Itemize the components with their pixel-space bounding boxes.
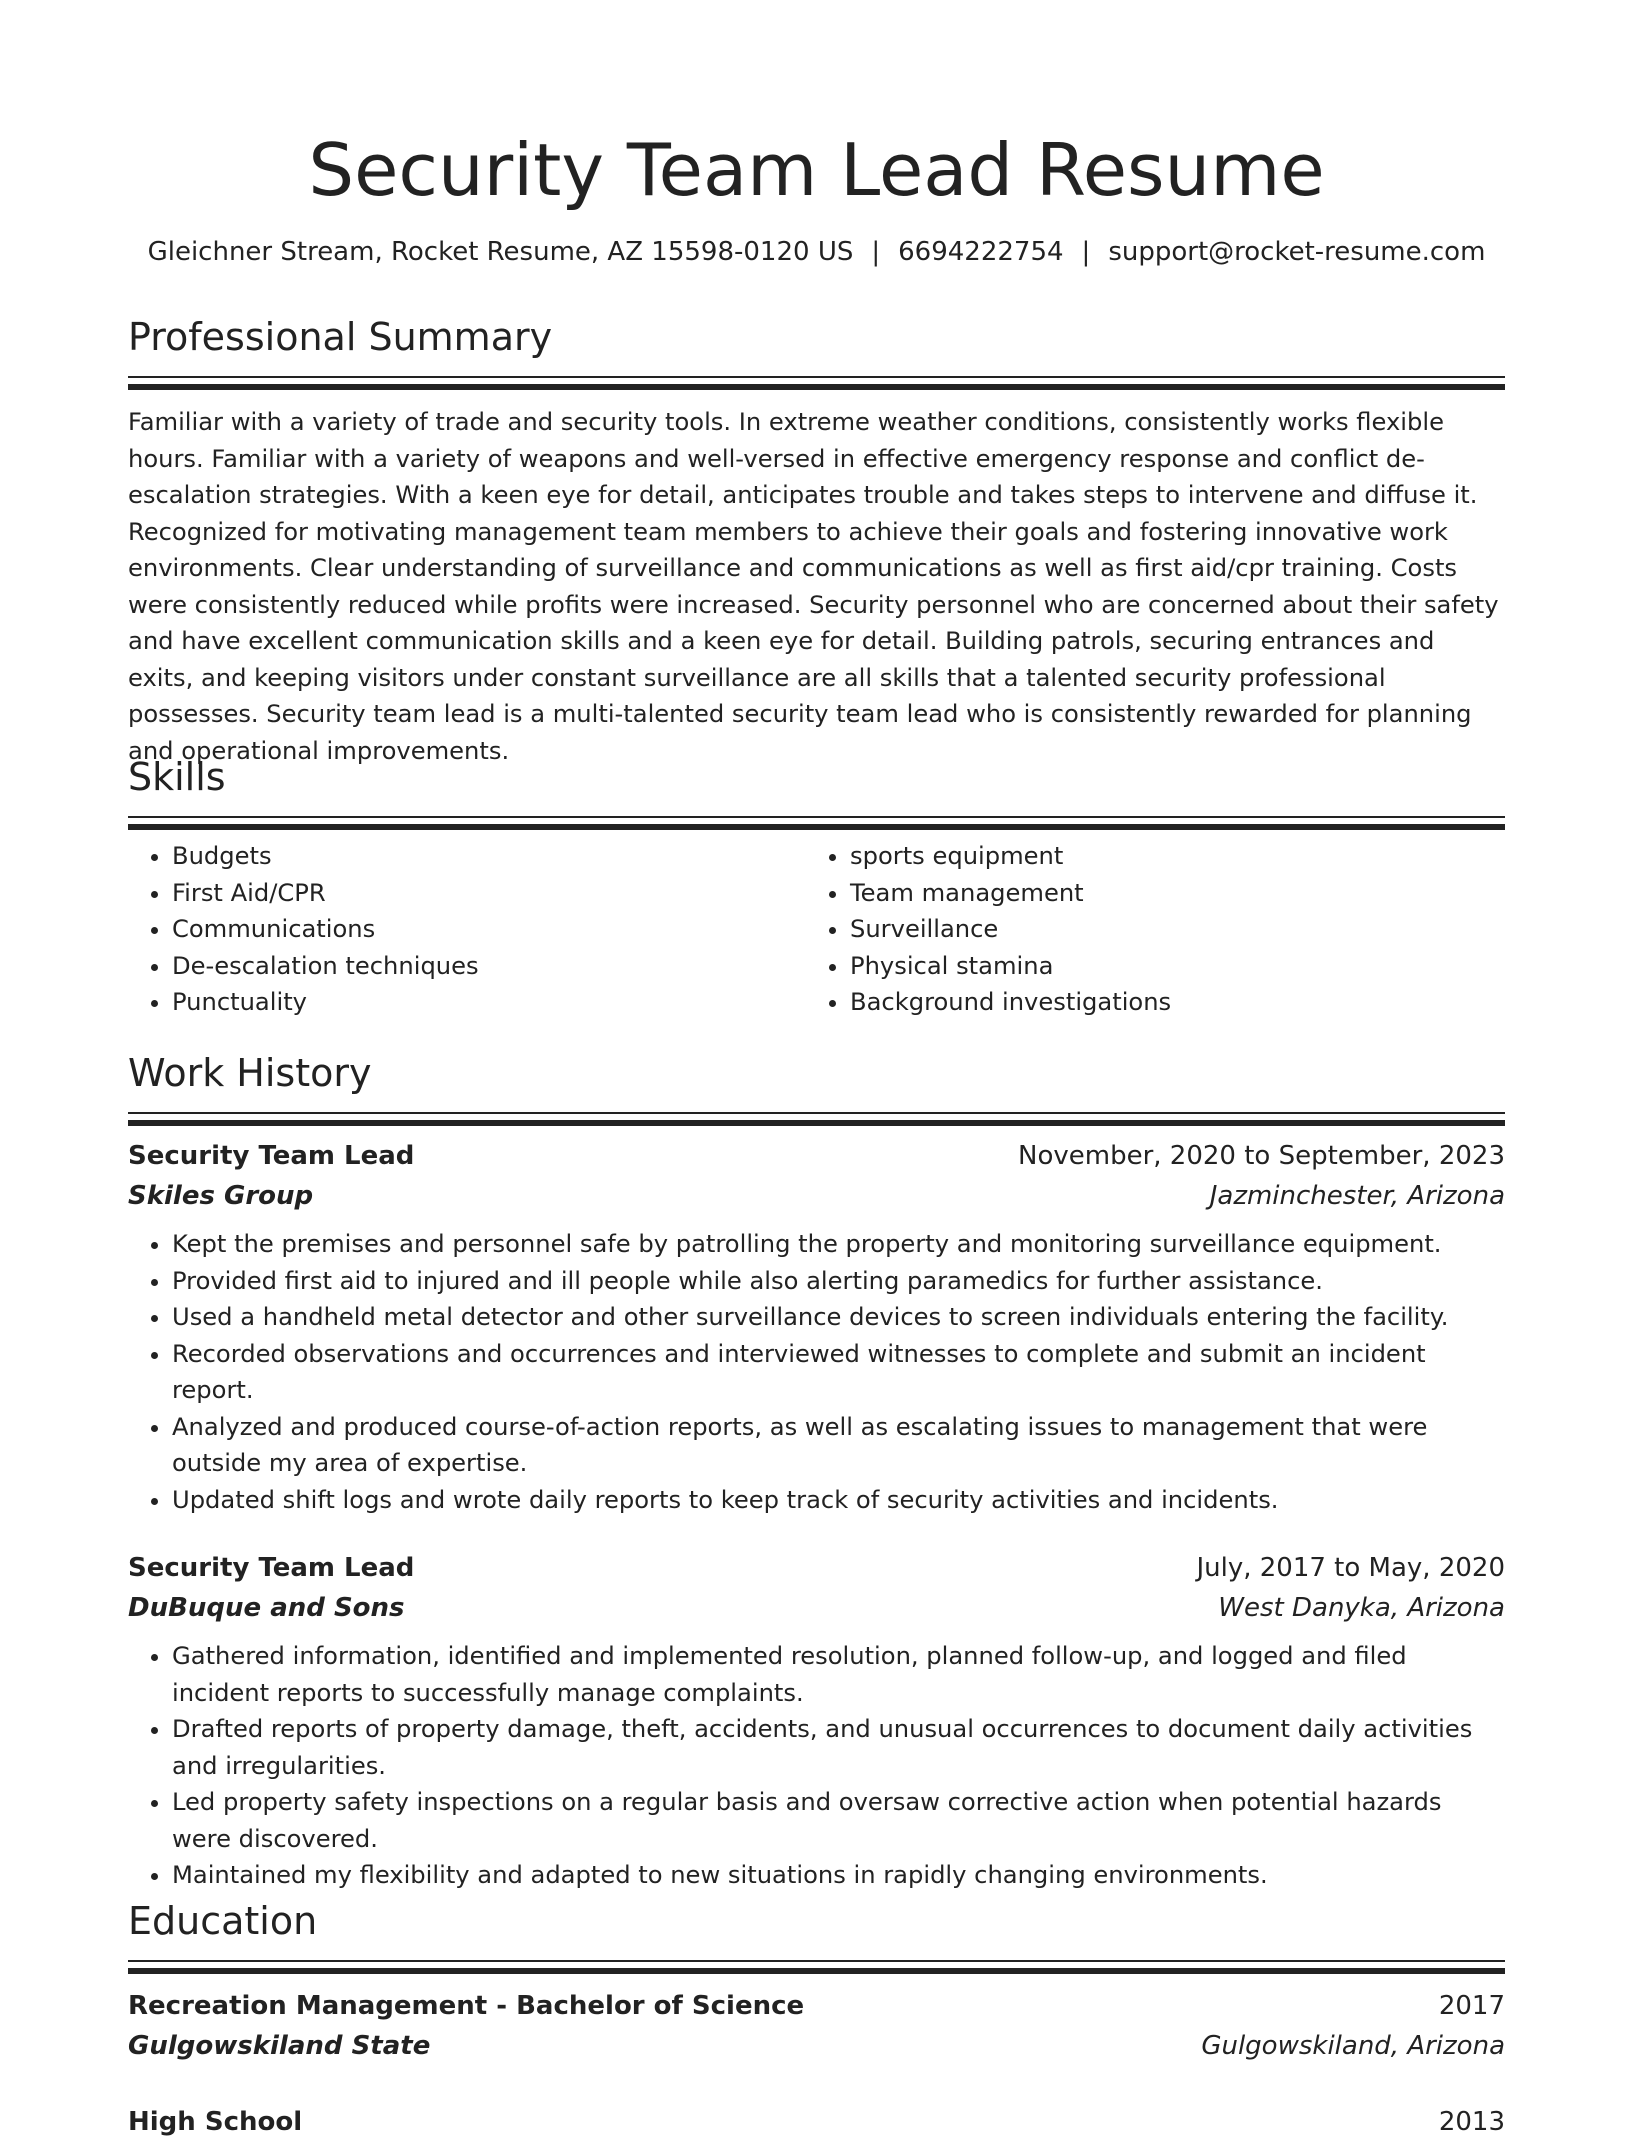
education-section [128,1896,1505,2142]
job-bullet: • Maintained my flexibility and adapted to new situations in rapidly changing environments. [172,1857,1505,1894]
education-entry [128,2102,1505,2142]
skills-section [128,752,1505,1021]
contact-email[interactable]: support@rocket-resume.com [1108,237,1486,267]
education-degree: Recreation Management - Bachelor of Science [128,1991,805,2021]
job-bullet: • Recorded observations and occurrences and interviewed witnesses to complete and submit an incident report. [172,1336,1505,1409]
section-heading-education: Education [128,1899,318,1943]
section-rule [128,1112,1505,1114]
contact-address: Gleichner Stream, Rocket Resume, AZ 15598-0120 US [147,237,854,267]
job-bullet: • Gathered information, identified and implemented resolution, planned follow-up, and logged and filed incident reports to successfully manage complaints. [172,1638,1505,1711]
section-rule [128,1968,1505,1974]
section-rule [128,376,1505,378]
job-title: Security Team Lead [128,1141,415,1171]
skills-list-left [128,838,806,1021]
skill-item: • Budgets [172,838,806,875]
section-heading-summary: Professional Summary [128,315,553,359]
section-heading-skills: Skills [128,755,226,799]
job-bullet: • Updated shift logs and wrote daily reports to keep track of security activities and incidents. [172,1482,1505,1519]
education-year: 2017 [1438,1991,1505,2021]
job-subheader [128,1176,1505,1216]
skill-item: • Punctuality [172,984,806,1021]
job-subheader [128,1588,1505,1628]
job-company: Skiles Group [128,1181,314,1211]
section-rule [128,816,1505,818]
education-header [128,1986,1505,2026]
contact-separator: | [871,237,881,267]
skill-item: • De-escalation techniques [172,948,806,985]
job-dates: July, 2017 to May, 2020 [1196,1553,1505,1583]
job-title: Security Team Lead [128,1553,415,1583]
job-bullets [128,1638,1505,1894]
education-school: Gulgowskiland State [128,2031,431,2061]
contact-line [128,234,1505,270]
summary-section [128,312,1505,769]
job-bullet: • Kept the premises and personnel safe by patrolling the property and monitoring surveillance equipment. [172,1226,1505,1263]
summary-text: Familiar with a variety of trade and security tools. In extreme weather conditions, consistently works flexible hours. Familiar with a variety of weapons and well-versed in effective emergency response and conflict de-escalation strategies. With a keen eye for detail, anticipates trouble and takes steps to intervene and diffuse it. Recognized for motivating management team members to achieve their goals and fostering innovative work environments. Clear understanding of surveillance and communications as well as first aid/cpr training. Costs were consistently reduced while profits were increased. Security personnel who are concerned about their safety and have excellent communication skills and a keen eye for detail. Building patrols, securing entrances and exits, and keeping visitors under constant surveillance are all skills that a talented security professional possesses. Security team lead is a multi-talented security team lead who is consistently rewarded for planning and operational improvements. [128,408,1499,765]
section-heading-work: Work History [128,1051,372,1095]
job-header [128,1136,1505,1176]
job-bullet: • Drafted reports of property damage, theft, accidents, and unusual occurrences to document daily activities and irregularities. [172,1711,1505,1784]
job-entry [128,1136,1505,1518]
job-bullets [128,1226,1505,1518]
job-dates: November, 2020 to September, 2023 [1018,1141,1505,1171]
job-company: DuBuque and Sons [128,1593,405,1623]
job-bullet: • Used a handheld metal detector and other surveillance devices to screen individuals entering the facility. [172,1299,1505,1336]
section-rule [128,384,1505,390]
skill-item: • Team management [850,875,1484,912]
skills-list-right [806,838,1484,1021]
job-bullet: • Analyzed and produced course-of-action reports, as well as escalating issues to management that were outside my area of expertise. [172,1409,1505,1482]
section-rule [128,824,1505,830]
skills-columns [128,838,1505,1021]
skill-item: • Background investigations [850,984,1484,1021]
skill-item: • Surveillance [850,911,1484,948]
skill-item: • Physical stamina [850,948,1484,985]
skill-item: • Communications [172,911,806,948]
section-rule [128,1120,1505,1126]
skill-item: • sports equipment [850,838,1484,875]
section-rule [128,1960,1505,1962]
work-section [128,1048,1505,1894]
job-entry [128,1548,1505,1894]
contact-phone: 6694222754 [898,237,1064,267]
education-location: Gulgowskiland, Arizona [1201,2031,1505,2061]
education-header [128,2102,1505,2142]
skill-item: • First Aid/CPR [172,875,806,912]
job-header [128,1548,1505,1588]
job-bullet: • Led property safety inspections on a regular basis and oversaw corrective action when potential hazards were discovered. [172,1784,1505,1857]
job-location: West Danyka, Arizona [1218,1593,1505,1623]
education-degree: High School [128,2107,303,2137]
education-entry [128,1986,1505,2066]
education-year: 2013 [1438,2107,1505,2137]
job-location: Jazminchester, Arizona [1209,1181,1505,1211]
resume-title: Security Team Lead Resume [308,128,1325,212]
job-bullet: • Provided first aid to injured and ill people while also alerting paramedics for further assistance. [172,1263,1505,1300]
resume-page [128,0,1505,2137]
contact-separator: | [1081,237,1091,267]
education-subheader [128,2026,1505,2066]
